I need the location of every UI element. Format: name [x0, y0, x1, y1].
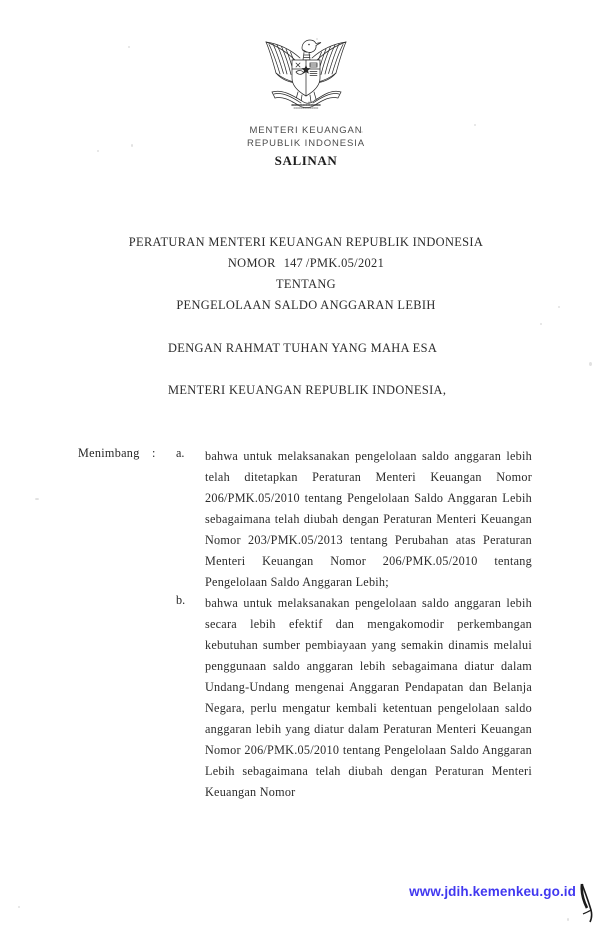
ministry-line-2: REPUBLIK INDONESIA [246, 138, 366, 149]
scan-speckle [589, 362, 592, 366]
nomor-label: NOMOR [227, 256, 276, 270]
regulation-title: PERATURAN MENTERI KEUANGAN REPUBLIK INDONESIA [128, 235, 484, 249]
regulation-number-line [0, 253, 612, 274]
consideration-text-a: bahwa untuk melaksanakan pengelolaan saldo anggaran lebih telah ditetapkan Peraturan Menteri Keuangan Nomor 206/PMK.05/2010 tentang Pengelolaan Saldo Anggaran Lebih sebagaimana telah diubah dengan Peraturan Menteri Keuangan Nomor 203/PMK.05/2013 tentang Perubahan atas Peraturan Menteri Keuangan Nomor 206/PMK.05/2010 tentang Pengelolaan Saldo Anggaran Lebih; [205, 449, 532, 589]
invocation-line-2: MENTERI KEUANGAN REPUBLIK INDONESIA, [168, 383, 447, 397]
tentang-label: TENTANG [276, 277, 336, 291]
scan-speckle [567, 918, 569, 921]
garuda-pancasila-emblem [0, 36, 612, 121]
considerations-section [0, 446, 612, 803]
nomor-suffix: /PMK.05/2021 [305, 256, 385, 270]
scan-speckle [18, 906, 20, 908]
consideration-item-b [0, 593, 612, 803]
consideration-marker-b: b. [176, 593, 186, 607]
consideration-marker-a: a. [176, 446, 185, 460]
ministry-header [0, 124, 612, 150]
consideration-item-a [0, 446, 612, 593]
ministry-line-1: MENTERI KEUANGAN [249, 125, 363, 136]
regulation-subject: PENGELOLAAN SALDO ANGGARAN LEBIH [176, 298, 436, 312]
consideration-text-b: bahwa untuk melaksanakan pengelolaan saldo anggaran lebih secara lebih efektif dan mengakomodir perkembangan kebutuhan sumber pembiayaan yang semakin dinamis melalui penggunaan saldo anggaran lebih sebagaimana diatur dalam Undang-Undang mengenai Anggaran Pendapatan dan Belanja Negara, perlu mengatur kembali ketentuan pengelolaan saldo anggaran lebih yang diatur dalam Peraturan Menteri Keuangan Nomor 206/PMK.05/2010 tentang Pengelolaan Saldo Anggaran Lebih sebagaimana telah diubah dengan Peraturan Menteri Keuangan Nomor [205, 596, 532, 799]
menimbang-colon: : [152, 446, 156, 460]
jdih-url-watermark[interactable]: www.jdih.kemenkeu.go.id [409, 884, 576, 899]
nomor-value: 147 [283, 256, 303, 270]
invocation-line-1: DENGAN RAHMAT TUHAN YANG MAHA ESA [168, 341, 438, 355]
scan-speckle [540, 323, 542, 325]
copy-mark: SALINAN [274, 153, 338, 168]
regulation-title-block [0, 232, 612, 316]
menimbang-label: Menimbang [78, 446, 140, 460]
scan-speckle [97, 150, 99, 152]
